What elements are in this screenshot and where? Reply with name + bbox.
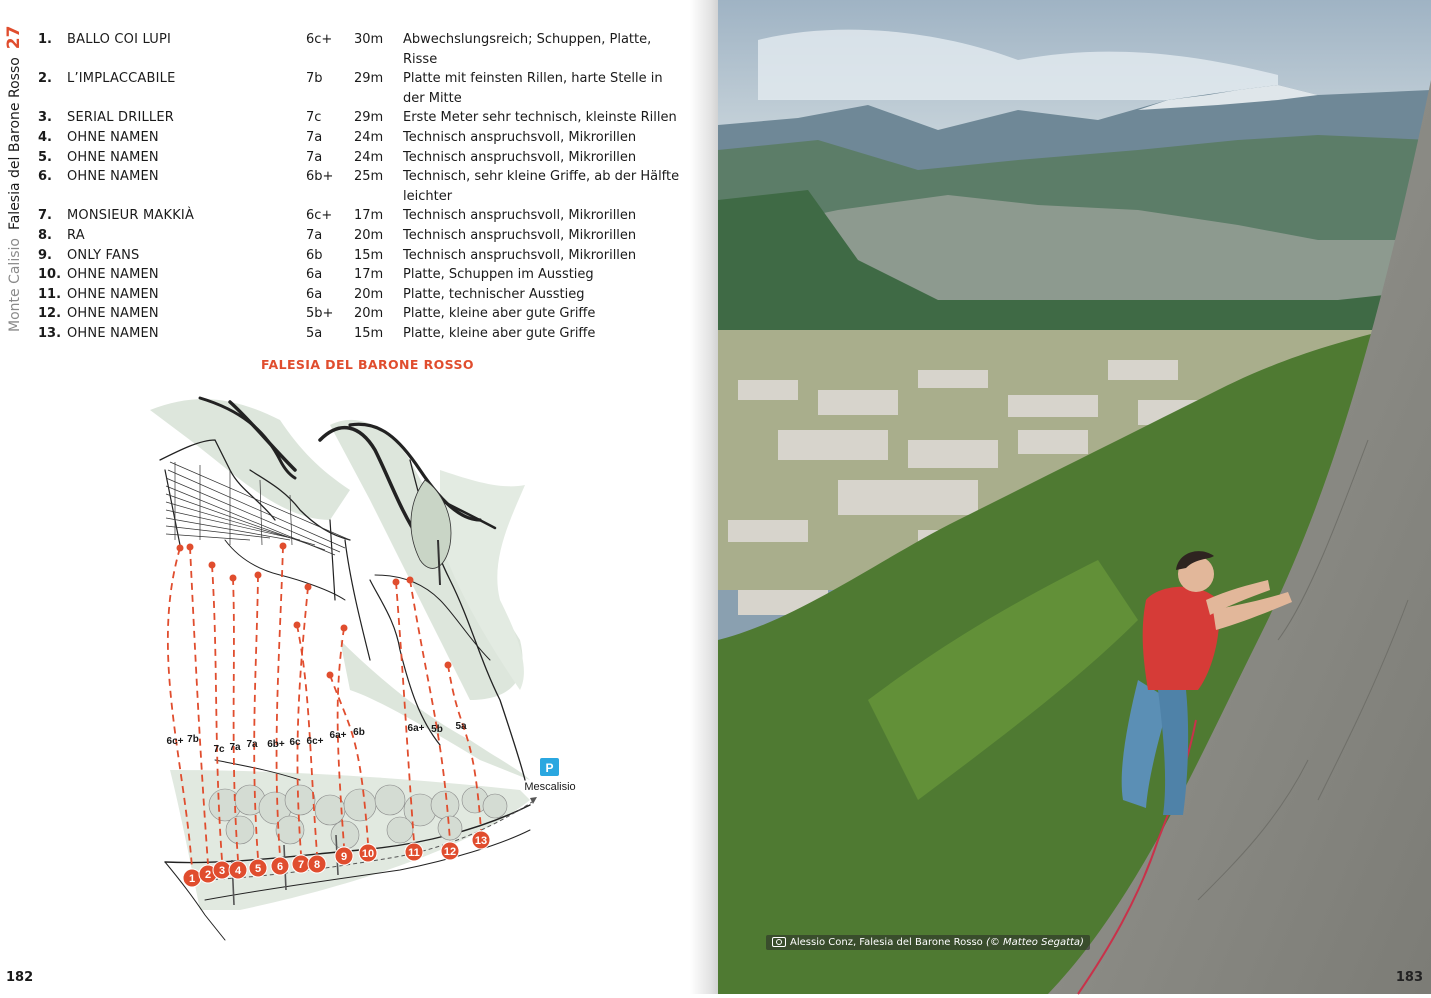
route-description: Technisch anspruchsvoll, Mikrorillen xyxy=(403,129,637,145)
route-row xyxy=(38,148,681,168)
route-grade: 5a xyxy=(306,325,323,341)
photo-caption xyxy=(766,935,1090,950)
route-description: Platte, kleine aber gute Griffe xyxy=(403,325,596,341)
route-length: 20m xyxy=(354,306,384,322)
route-name: OHNE NAMEN xyxy=(67,267,159,283)
route-marker-number: 13 xyxy=(474,835,488,847)
route-marker-number: 3 xyxy=(218,865,226,877)
route-description: Technisch anspruchsvoll, Mikrorillen xyxy=(403,227,637,243)
route-anchor xyxy=(341,625,348,632)
route-length: 29m xyxy=(354,110,384,126)
route-grade-label: 6a+ xyxy=(407,723,425,734)
route-grade-label: 7a xyxy=(229,742,241,753)
route-description: Platte mit feinsten Rillen, harte Stelle in der Mitte xyxy=(403,71,663,106)
route-grade: 5b+ xyxy=(306,306,334,322)
route-description: Platte, kleine aber gute Griffe xyxy=(403,306,596,322)
route-length: 30m xyxy=(354,32,384,47)
route-description: Erste Meter sehr technisch, kleinste Rillen xyxy=(403,110,677,126)
rock-shade-left xyxy=(150,399,350,520)
area-name: Monte Calisio xyxy=(7,238,23,332)
route-marker-number: 10 xyxy=(361,848,375,860)
route-marker-number: 2 xyxy=(204,869,212,881)
route-anchor xyxy=(294,622,301,629)
route-marker-number: 9 xyxy=(340,851,348,863)
route-row xyxy=(38,304,681,324)
side-label xyxy=(4,25,34,336)
map-title: FALESIA DEL BARONE ROSSO xyxy=(261,357,474,372)
route-grade-label: 6c xyxy=(289,737,301,748)
route-length: 20m xyxy=(354,227,384,243)
route-length: 15m xyxy=(354,247,384,263)
route-name: MONSIEUR MAKKIÀ xyxy=(67,208,195,224)
route-grade: 7b xyxy=(306,71,323,87)
route-length: 15m xyxy=(354,325,384,341)
route-grade: 7a xyxy=(306,227,323,243)
climber-photo xyxy=(718,0,1431,994)
caption-text: Alessio Conz, Falesia del Barone Rosso xyxy=(790,937,983,948)
route-row xyxy=(38,206,681,226)
right-page-photo xyxy=(718,0,1431,994)
route-row xyxy=(38,285,681,305)
route-description: Platte, technischer Ausstieg xyxy=(403,286,585,302)
route-marker-number: 4 xyxy=(234,865,242,877)
route-number: 4. xyxy=(38,129,52,145)
route-grade: 7a xyxy=(306,149,323,165)
route-grade: 6a xyxy=(306,286,323,302)
route-anchor xyxy=(177,545,184,552)
route-number: 9. xyxy=(38,247,52,263)
route-grade: 6b xyxy=(306,247,323,263)
route-length: 17m xyxy=(354,208,384,224)
route-name: OHNE NAMEN xyxy=(67,149,159,165)
route-length: 20m xyxy=(354,286,384,302)
rock-line-6 xyxy=(225,540,345,600)
route-number: 3. xyxy=(38,110,52,126)
topo-map xyxy=(140,380,576,950)
route-anchor xyxy=(445,662,452,669)
route-grade-label: 6b xyxy=(353,727,365,738)
page-number-right: 183 xyxy=(1395,970,1423,985)
route-row xyxy=(38,265,681,285)
route-name: SERIAL DRILLER xyxy=(67,110,175,126)
route-anchor xyxy=(305,584,312,591)
route-number: 7. xyxy=(38,208,52,224)
route-name: ONLY FANS xyxy=(67,247,140,263)
route-grade: 6b+ xyxy=(306,169,334,185)
route-number: 5. xyxy=(38,149,52,165)
book-gutter xyxy=(690,0,720,994)
route-number: 6. xyxy=(38,169,52,185)
route-row xyxy=(38,324,681,344)
route-description: Technisch, sehr kleine Griffe, ab der Hälfte leichter xyxy=(403,169,680,204)
route-anchor xyxy=(280,543,287,550)
route-grade: 6a xyxy=(306,267,323,283)
route-marker-number: 5 xyxy=(254,863,262,875)
route-grade-label: 7c xyxy=(213,744,225,755)
route-name: OHNE NAMEN xyxy=(67,169,159,185)
caption-credit: (© Matteo Segatta) xyxy=(985,937,1084,948)
route-name: OHNE NAMEN xyxy=(67,325,159,341)
route-marker-number: 1 xyxy=(188,873,196,885)
route-description: Platte, Schuppen im Ausstieg xyxy=(403,267,594,283)
route-anchor xyxy=(327,672,334,679)
route-name: RA xyxy=(67,227,85,243)
route-row xyxy=(38,226,681,246)
route-length: 17m xyxy=(354,267,384,283)
route-table xyxy=(38,30,681,344)
route-marker-number: 7 xyxy=(297,859,305,871)
route-row xyxy=(38,246,681,266)
route-length: 24m xyxy=(354,129,384,145)
route-anchor xyxy=(209,562,216,569)
route-grade-label: 5a xyxy=(455,721,467,732)
route-description: Technisch anspruchsvoll, Mikrorillen xyxy=(403,208,637,224)
route-number: 1. xyxy=(38,32,52,47)
route-name: OHNE NAMEN xyxy=(67,129,159,145)
page-number-left: 182 xyxy=(6,970,34,985)
route-grade: 6c+ xyxy=(306,32,333,47)
camera-icon xyxy=(772,937,786,947)
route-grade-label: 6c+ xyxy=(306,736,324,747)
route-marker-number: 6 xyxy=(276,861,284,873)
route-number: 2. xyxy=(38,71,52,87)
route-length: 29m xyxy=(354,71,384,87)
route-number: 11. xyxy=(38,286,62,302)
chapter-number: 27 xyxy=(4,25,24,50)
route-grade-label: 6c+ xyxy=(166,736,184,747)
route-description: Abwechslungsreich; Schuppen, Platte, Risse xyxy=(403,32,652,67)
route-grade: 7a xyxy=(306,129,323,145)
route-number: 12. xyxy=(38,306,62,322)
route-length: 24m xyxy=(354,149,384,165)
route-name: OHNE NAMEN xyxy=(67,306,159,322)
route-grade-label: 5b xyxy=(431,724,443,735)
route-anchor xyxy=(255,572,262,579)
route-row xyxy=(38,108,681,128)
parking-letter: P xyxy=(545,761,554,775)
route-marker-number: 8 xyxy=(313,859,321,871)
route-number: 13. xyxy=(38,325,62,341)
route-anchor xyxy=(393,579,400,586)
route-number: 10. xyxy=(38,267,62,283)
route-grade-label: 7b xyxy=(187,734,199,745)
route-grade: 7c xyxy=(306,110,322,126)
route-length: 25m xyxy=(354,169,384,185)
route-row xyxy=(38,167,681,206)
route-grade-label: 6b+ xyxy=(267,739,285,750)
route-description: Technisch anspruchsvoll, Mikrorillen xyxy=(403,247,637,263)
route-grade-label: 7a xyxy=(246,739,258,750)
route-number: 8. xyxy=(38,227,52,243)
route-anchor xyxy=(407,577,414,584)
parking-label: Mescalisio xyxy=(524,781,576,793)
route-marker-number: 11 xyxy=(408,847,420,859)
route-marker-number: 12 xyxy=(443,846,457,858)
route-name: L’IMPLACCABILE xyxy=(67,71,176,87)
route-row xyxy=(38,30,681,69)
route-name: BALLO COI LUPI xyxy=(67,32,172,47)
route-row xyxy=(38,128,681,148)
route-anchor xyxy=(187,544,194,551)
left-page xyxy=(0,0,706,994)
route-grade-label: 6a+ xyxy=(329,730,347,741)
route-anchor xyxy=(230,575,237,582)
crag-name: Falesia del Barone Rosso xyxy=(7,57,23,231)
route-name: OHNE NAMEN xyxy=(67,286,159,302)
route-description: Technisch anspruchsvoll, Mikrorillen xyxy=(403,149,637,165)
route-grade: 6c+ xyxy=(306,208,333,224)
route-row xyxy=(38,69,681,108)
